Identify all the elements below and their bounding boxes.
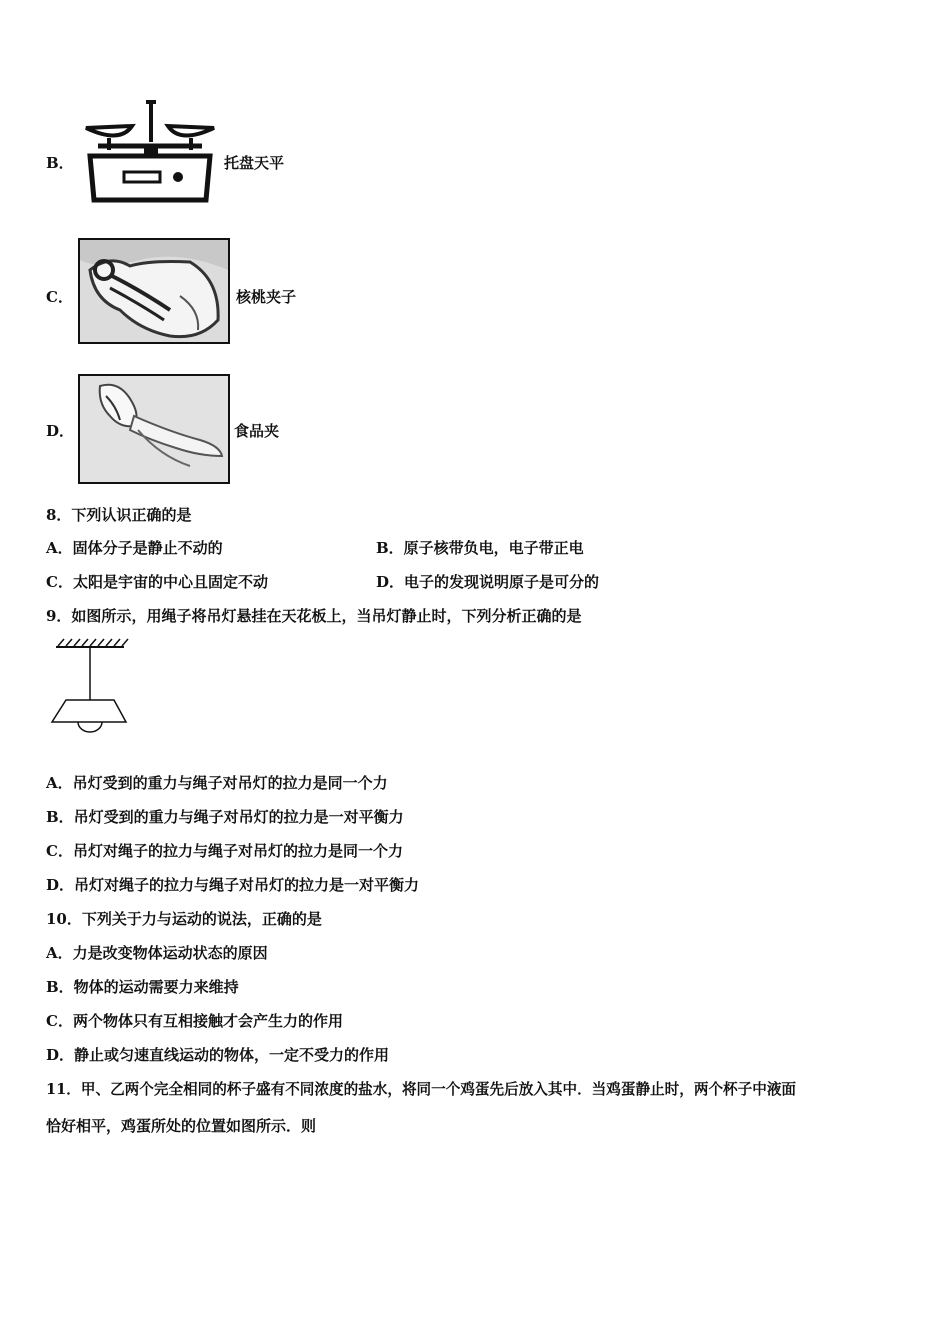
q8-option-b: B．原子核带负电，电子带正电 xyxy=(376,539,584,557)
option-letter-d: D． xyxy=(46,422,75,440)
q10-option-c: C．两个物体只有互相接触才会产生力的作用 xyxy=(46,1012,343,1030)
q9-option-b: B．吊灯受到的重力与绳子对吊灯的拉力是一对平衡力 xyxy=(46,808,404,826)
option-caption-b: 托盘天平 xyxy=(224,154,285,172)
option-letter-c: C． xyxy=(46,288,73,306)
q9-option-c: C．吊灯对绳子的拉力与绳子对吊灯的拉力是同一个力 xyxy=(46,842,403,860)
option-caption-c: 核桃夹子 xyxy=(236,288,297,306)
question-10-stem: 10．下列关于力与运动的说法，正确的是 xyxy=(46,910,322,928)
question-8-stem: 8．下列认识正确的是 xyxy=(46,506,192,524)
food-tongs-image xyxy=(78,374,230,484)
option-caption-d: 食品夹 xyxy=(234,422,280,440)
option-letter-b: B． xyxy=(46,154,74,172)
q10-option-b: B．物体的运动需要力来维持 xyxy=(46,978,239,996)
balance-scale-image xyxy=(80,98,220,208)
question-9-stem: 9．如图所示，用绳子将吊灯悬挂在天花板上，当吊灯静止时，下列分析正确的是 xyxy=(46,607,582,625)
question-11-stem-line-2: 恰好相平，鸡蛋所处的位置如图所示．则 xyxy=(46,1117,317,1135)
q9-option-a: A．吊灯受到的重力与绳子对吊灯的拉力是同一个力 xyxy=(46,774,388,792)
nutcracker-image xyxy=(78,238,230,344)
q8-option-a: A．固体分子是静止不动的 xyxy=(46,539,223,557)
hanging-lamp-diagram xyxy=(46,638,132,744)
q9-option-d: D．吊灯对绳子的拉力与绳子对吊灯的拉力是一对平衡力 xyxy=(46,876,420,894)
q10-option-a: A．力是改变物体运动状态的原因 xyxy=(46,944,268,962)
q10-option-d: D．静止或匀速直线运动的物体，一定不受力的作用 xyxy=(46,1046,390,1064)
q8-option-c: C．太阳是宇宙的中心且固定不动 xyxy=(46,573,268,591)
q8-option-d: D．电子的发现说明原子是可分的 xyxy=(376,573,600,591)
question-11-stem-line-1: 11．甲、乙两个完全相同的杯子盛有不同浓度的盐水，将同一个鸡蛋先后放入其中．当鸡蛋静止时，两个杯子中液面 xyxy=(46,1081,797,1098)
